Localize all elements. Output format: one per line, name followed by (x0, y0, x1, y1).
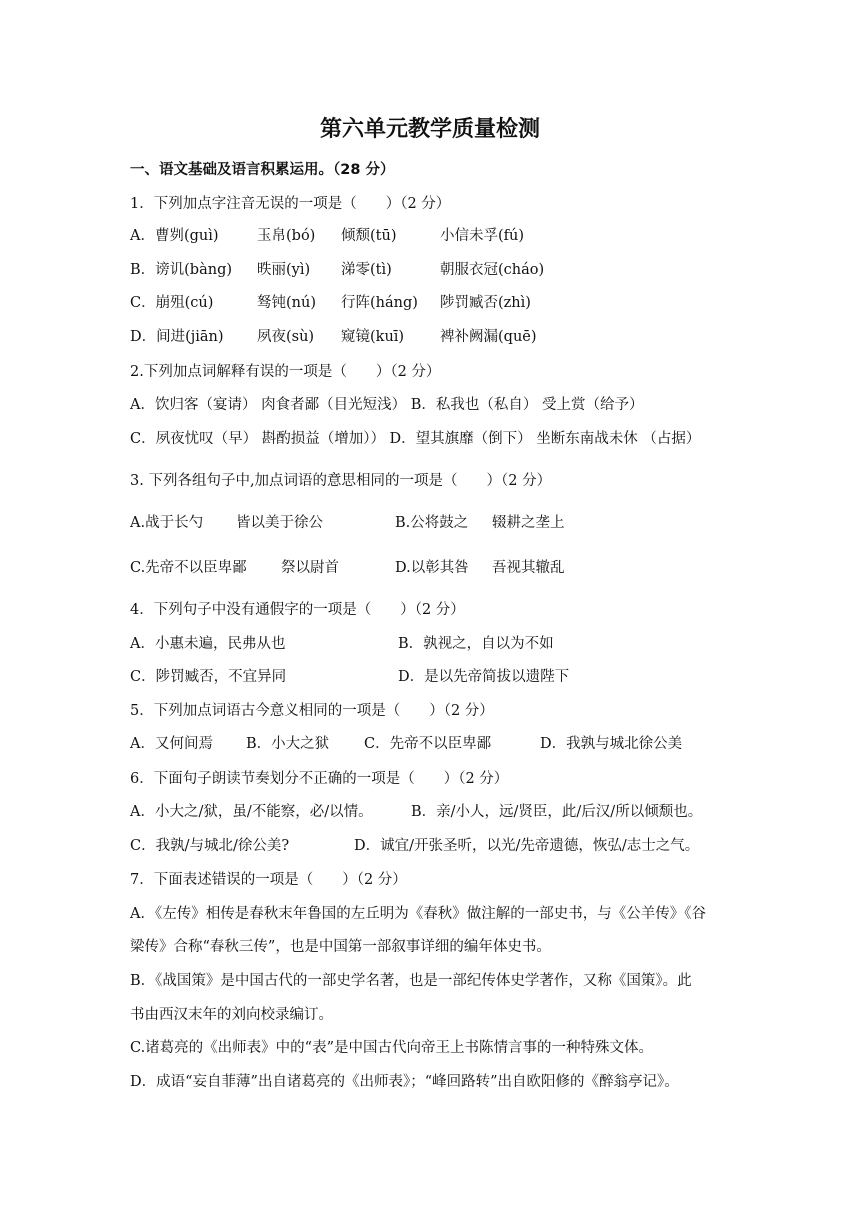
q3-option-a-2: 皆以美于徐公 (236, 515, 323, 531)
q5-option-d: D．我孰与城北徐公美 (540, 736, 683, 752)
q1-option-c-3: 行阵(háng) (341, 295, 418, 311)
q3-option-d: D.以彰其咎 (395, 560, 469, 576)
q1-option-d-3: 窥镜(kuī) (341, 329, 405, 345)
q1-option-b-2: 昳丽(yì) (257, 262, 311, 278)
q1-option-b: B．谤讥(bàng) (130, 262, 233, 278)
q6-option-c: C．我孰/与城北/徐公美? (130, 838, 290, 854)
question-4-stem: 4．下列句子中没有通假字的一项是（ ）（2 分） (130, 602, 465, 618)
question-1-stem: 1．下列加点字注音无误的一项是（ ）（2 分） (130, 196, 451, 212)
q3-option-b: B.公将鼓之 (395, 515, 469, 531)
q1-option-c: C．崩殂(cú) (130, 295, 214, 311)
q4-option-c: C．陟罚臧否，不宜异同 (130, 669, 287, 685)
q3-option-d-2: 吾视其辙乱 (492, 560, 565, 576)
q6-option-a: A．小大之/狱，虽/不能察，必/以情。 (130, 804, 373, 820)
q7-option-a-cont: 梁传》合称“春秋三传”，也是中国第一部叙事详细的编年体史书。 (130, 939, 551, 955)
question-3-stem: 3. 下列各组句子中,加点词语的意思相同的一项是（ ）（2 分） (130, 473, 552, 489)
question-2-stem: 2.下列加点词解释有误的一项是（ ）（2 分） (130, 364, 441, 380)
q6-option-b: B．亲/小人，远/贤臣，此/后汉/所以倾颓也。 (411, 804, 703, 820)
q2-options-ab: A．饮归客（宴请） 肉食者鄙（目光短浅） B．私我也（私自） 受上赏（给予） (130, 397, 644, 413)
q5-option-b: B．小大之狱 (246, 736, 330, 752)
q5-option-a: A．又何间焉 (130, 736, 213, 752)
q1-option-a-3: 倾颓(tū) (341, 228, 397, 244)
q3-option-a: A.战于长勺 (130, 515, 204, 531)
q6-option-d: D．诚宜/开张圣听，以光/先帝遗德，恢弘/志士之气。 (354, 838, 700, 854)
q1-option-c-2: 驽钝(nú) (257, 295, 316, 311)
q5-option-c: C．先帝不以臣卑鄙 (364, 736, 492, 752)
q3-option-c: C.先帝不以臣卑鄙 (130, 560, 247, 576)
q2-options-cd: C．夙夜忧叹（早） 斟酌损益（增加）） D．望其旗靡（倒下） 坐断东南战未休 （占据） (130, 431, 701, 447)
q1-option-d-4: 裨补阙漏(quē) (440, 329, 537, 345)
q4-option-d: D．是以先帝简拔以遗陛下 (398, 669, 570, 685)
q1-option-a-2: 玉帛(bó) (257, 228, 316, 244)
q7-option-d: D．成语“妄自菲薄”出自诸葛亮的《出师表》；“峰回路转”出自欧阳修的《醉翁亭记》。 (130, 1074, 679, 1090)
question-7-stem: 7．下面表述错误的一项是（ ）（2 分） (130, 872, 407, 888)
q7-option-a: A．《左传》相传是春秋末年鲁国的左丘明为《春秋》做注解的一部史书，与《公羊传》《谷 (130, 906, 706, 922)
q3-option-c-2: 祭以尉首 (281, 560, 339, 576)
q7-option-b: B．《战国策》是中国古代的一部史学名著，也是一部纪传体史学著作，又称《国策》。此 (130, 973, 692, 989)
q1-option-c-4: 陟罚臧否(zhì) (440, 295, 531, 311)
q3-option-b-2: 辍耕之垄上 (492, 515, 565, 531)
q1-option-a-4: 小信未孚(fú) (440, 228, 525, 244)
q4-option-b: B．孰视之，自以为不如 (398, 636, 554, 652)
q1-option-d-2: 夙夜(sù) (257, 329, 315, 345)
question-5-stem: 5．下列加点词语古今意义相同的一项是（ ）（2 分） (130, 703, 494, 719)
page-title: 第六单元教学质量检测 (319, 117, 540, 142)
question-6-stem: 6．下面句子朗读节奏划分不正确的一项是（ ）（2 分） (130, 771, 509, 787)
q1-option-b-4: 朝服衣冠(cháo) (440, 262, 545, 278)
q7-option-b-cont: 书由西汉末年的刘向校录编订。 (130, 1007, 333, 1023)
q4-option-a: A．小惠未遍，民弗从也 (130, 636, 286, 652)
q1-option-b-3: 涕零(tì) (341, 262, 392, 278)
section-heading: 一、语文基础及语言积累运用。（28 分） (130, 162, 395, 178)
q1-option-d: D．间进(jiān) (130, 329, 224, 345)
q7-option-c: C.诸葛亮的《出师表》中的“表”是中国古代向帝王上书陈情言事的一种特殊文体。 (130, 1040, 654, 1056)
q1-option-a: A．曹刿(guì) (130, 228, 219, 244)
